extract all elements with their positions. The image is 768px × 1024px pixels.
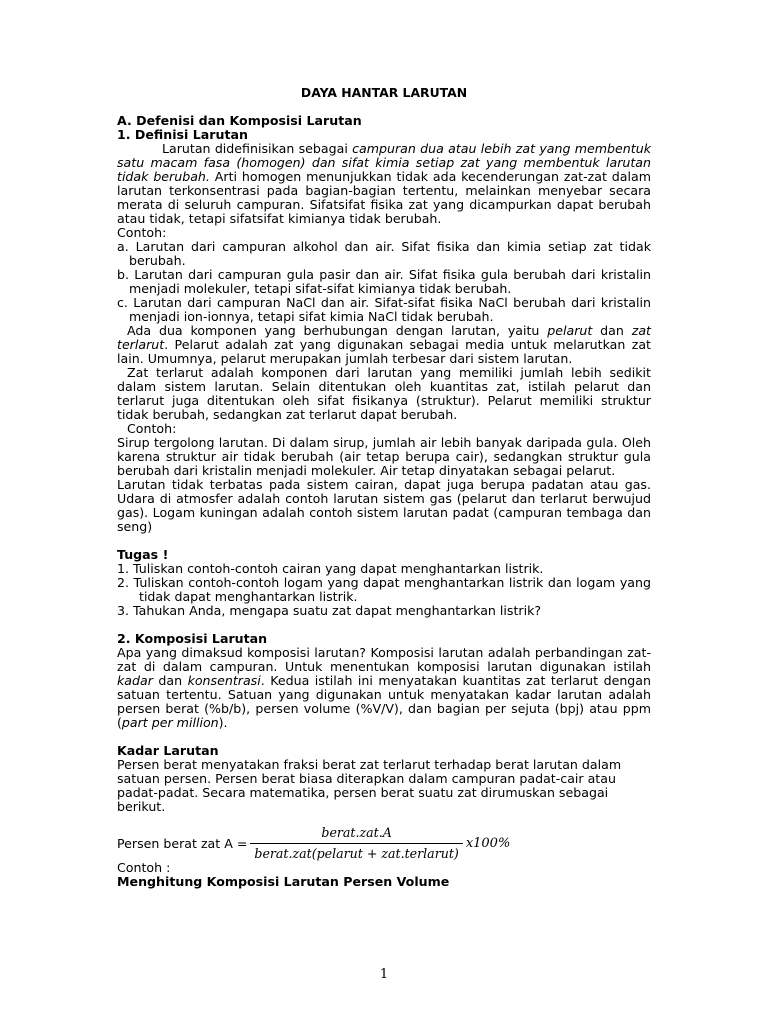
page-number: 1 <box>379 967 389 982</box>
subsection-heading-definisi: 1. Definisi Larutan <box>117 127 248 142</box>
paragraph-sirup: Sirup tergolong larutan. Di dalam sirup, jumlah air lebih banyak daripada gula. Oleh karena struktur air tidak berubah (air tetap berupa cair), sedangkan struktur gula berubah dari kristalin menjadi molekuler. Air tetap dinyatakan sebagai pelarut. <box>117 435 651 478</box>
contoh-label: Contoh: <box>127 421 177 436</box>
example-c: c. Larutan dari campuran NaCl dan air. Sifat-sifat fisika NaCl berubah dari kristalin menjadi ion-ionnya, tetapi sifat kimia NaCl tidak berubah. <box>117 295 651 324</box>
paragraph-zat-terlarut: Zat terlarut adalah komponen dari larutan yang memiliki jumlah lebih sedikit dalam sistem larutan. Selain ditentukan oleh kuantitas zat, istilah pelarut dan terlarut juga ditentukan oleh sifat fisikanya (struktur). Pelarut memiliki struktur tidak berubah, sedangkan zat terlarut dapat berubah. <box>117 365 651 422</box>
contoh-label: Contoh : <box>117 860 171 875</box>
persen-berat-formula <box>117 826 651 861</box>
formula-fraction <box>250 826 462 861</box>
contoh-label: Contoh: <box>117 225 167 240</box>
formula-multiplier: x100% <box>465 835 511 851</box>
paragraph-komposisi: Apa yang dimaksud komposisi larutan? Komposisi larutan adalah perbandingan zat-zat di dalam campuran. Untuk menentukan komposisi larutan digunakan istilah kadar dan konsentrasi. Kedua istilah ini menyatakan kuantitas zat terlarut dengan satuan tertentu. Satuan yang digunakan untuk menyatakan kadar larutan adalah persen berat (%b/b), persen volume (%V/V), dan bagian per sejuta (bpj) atau ppm (part per million). <box>117 645 651 730</box>
document-page <box>117 86 651 889</box>
document-title: DAYA HANTAR LARUTAN <box>300 85 468 100</box>
paragraph-persen-berat: Persen berat menyatakan fraksi berat zat terlarut terhadap berat larutan dalam satuan persen. Persen berat biasa diterapkan dalam campuran padat-cair atau padat-padat. Secara matematika, persen berat suatu zat dirumuskan sebagai berikut. <box>117 757 622 814</box>
paragraph-definisi: Larutan didefinisikan sebagai campuran dua atau lebih zat yang membentuk satu macam fasa (homogen) dan sifat kimia setiap zat yang membentuk larutan tidak berubah. Arti homogen menunjukkan tidak ada kecenderungan zat-zat dalam larutan terkonsentrasi pada bagian-bagian tertentu, melainkan menyebar secara merata di seluruh campuran. Sifatsifat fisika zat yang dicampurkan dapat berubah atau tidak, tetapi sifatsifat kimianya tidak berubah. <box>117 141 652 226</box>
example-a: a. Larutan dari campuran alkohol dan air. Sifat fisika dan kimia setiap zat tidak berubah. <box>117 239 651 268</box>
example-b: b. Larutan dari campuran gula pasir dan air. Sifat fisika gula berubah dari kristalin menjadi molekuler, tetapi sifat-sifat kimianya tidak berubah. <box>117 267 651 296</box>
paragraph-sistem: Larutan tidak terbatas pada sistem cairan, dapat juga berupa padatan atau gas. Udara di atmosfer adalah contoh larutan sistem gas (pelarut dan terlarut berwujud gas). Logam kuningan adalah contoh sistem larutan padat (campuran tembaga dan seng) <box>117 477 651 534</box>
tugas-item: 2. Tuliskan contoh-contoh logam yang dapat menghantarkan listrik dan logam yang tidak dapat menghantarkan listrik. <box>117 575 651 604</box>
formula-numerator: berat.zat.A <box>321 825 392 840</box>
volume-heading: Menghitung Komposisi Larutan Persen Volume <box>117 874 450 889</box>
formula-denominator: berat.zat(pelarut + zat.terlarut) <box>250 843 462 861</box>
paragraph-komponen: Ada dua komponen yang berhubungan dengan larutan, yaitu pelarut dan zat terlarut. Pelarut adalah zat yang digunakan sebagai media untuk melarutkan zat lain. Umumnya, pelarut merupakan jumlah terbesar dari sistem larutan. <box>117 323 651 366</box>
section-heading-a: A. Defenisi dan Komposisi Larutan <box>117 113 362 128</box>
subsection-heading-komposisi: 2. Komposisi Larutan <box>117 631 268 646</box>
tugas-item: 3. Tahukan Anda, mengapa suatu zat dapat menghantarkan listrik? <box>117 603 542 618</box>
kadar-heading: Kadar Larutan <box>117 743 219 758</box>
formula-label: Persen berat zat A = <box>117 835 248 851</box>
tugas-heading: Tugas ! <box>117 547 169 562</box>
tugas-item: 1. Tuliskan contoh-contoh cairan yang dapat menghantarkan listrik. <box>117 561 544 576</box>
